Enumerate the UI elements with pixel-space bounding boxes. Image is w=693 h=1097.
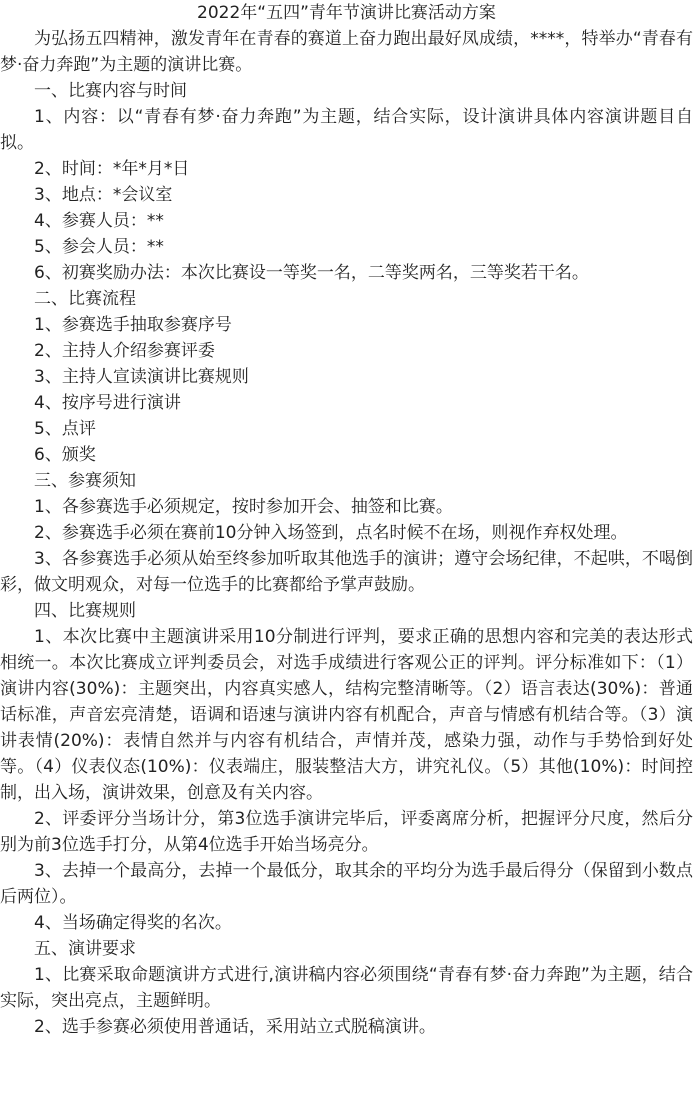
list-item: 2、参赛选手必须在赛前10分钟入场签到，点名时候不在场，则视作弃权处理。 [34, 523, 628, 543]
list-item-content: 1、内容：以“青春有梦·奋力奔跑”为主题，结合实际，设计演讲具体内容演讲题目自拟。 [0, 107, 693, 153]
section-heading-process: 二、比赛流程 [34, 289, 136, 309]
list-item: 6、颁奖 [34, 445, 96, 465]
document-title: 2022年“五四”青年节演讲比赛活动方案 [197, 3, 496, 23]
section-heading-rules: 四、比赛规则 [34, 601, 136, 621]
list-item: 2、主持人介绍参赛评委 [34, 341, 215, 361]
list-item: 2、评委评分当场计分，第3位选手演讲完毕后，评委离席分析，把握评分尺度，然后分别为前3位选手打分，从第4位选手开始当场亮分。 [0, 809, 693, 855]
section-heading-notice: 三、参赛须知 [34, 471, 136, 491]
list-item: 1、参赛选手抽取参赛序号 [34, 315, 232, 335]
list-item: 5、点评 [34, 419, 96, 439]
document-body [0, 26, 693, 1040]
list-item: 3、各参赛选手必须从始至终参加听取其他选手的演讲；遵守会场纪律，不起哄，不喝倒彩，做文明观众，对每一位选手的比赛都给予掌声鼓励。 [0, 549, 693, 595]
intro-paragraph: 为弘扬五四精神，激发青年在青春的赛道上奋力跑出最好凤成绩，****，特举办“青春有梦·奋力奔跑”为主题的演讲比赛。 [0, 29, 693, 75]
list-item: 1、比赛采取命题演讲方式进行,演讲稿内容必须围绕“青春有梦·奋力奔跑”为主题，结合实际，突出亮点，主题鲜明。 [0, 965, 693, 1011]
list-item-attendees: 5、参会人员：** [34, 237, 164, 257]
list-item-scoring-criteria: 1、本次比赛中主题演讲采用10分制进行评判，要求正确的思想内容和完美的表达形式相统一。本次比赛成立评判委员会，对选手成绩进行客观公正的评判。评分标准如下：（1）演讲内容(30%)：主题突出，内容真实感人，结构完整清晰等。（2）语言表达(30%)：普通话标准，声音宏亮清楚，语调和语速与演讲内容有机配合，声音与情感有机结合等。（3）演讲表情(20%)：表情自然并与内容有机结合，声情并茂，感染力强，动作与手势恰到好处等。（4）仪表仪态(10%)：仪表端庄，服装整洁大方，讲究礼仪。（5）其他(10%)：时间控制，出入场，演讲效果，创意及有关内容。 [0, 627, 693, 803]
list-item: 3、去掉一个最高分，去掉一个最低分，取其余的平均分为选手最后得分（保留到小数点后两位）。 [0, 861, 693, 907]
list-item-awards: 6、初赛奖励办法：本次比赛设一等奖一名，二等奖两名，三等奖若干名。 [34, 263, 589, 283]
list-item-contestants: 4、参赛人员：** [34, 211, 164, 231]
list-item: 3、主持人宣读演讲比赛规则 [34, 367, 249, 387]
list-item-time: 2、时间：*年*月*日 [34, 159, 190, 179]
list-item: 2、选手参赛必须使用普通话，采用站立式脱稿演讲。 [34, 1017, 436, 1037]
list-item: 4、按序号进行演讲 [34, 393, 181, 413]
list-item: 4、当场确定得奖的名次。 [34, 913, 232, 933]
section-heading-speech-requirements: 五、演讲要求 [34, 939, 136, 959]
list-item: 1、各参赛选手必须规定，按时参加开会、抽签和比赛。 [34, 497, 453, 517]
section-heading-contents-and-time: 一、比赛内容与时间 [34, 81, 187, 101]
list-item-location: 3、地点：*会议室 [34, 185, 173, 205]
